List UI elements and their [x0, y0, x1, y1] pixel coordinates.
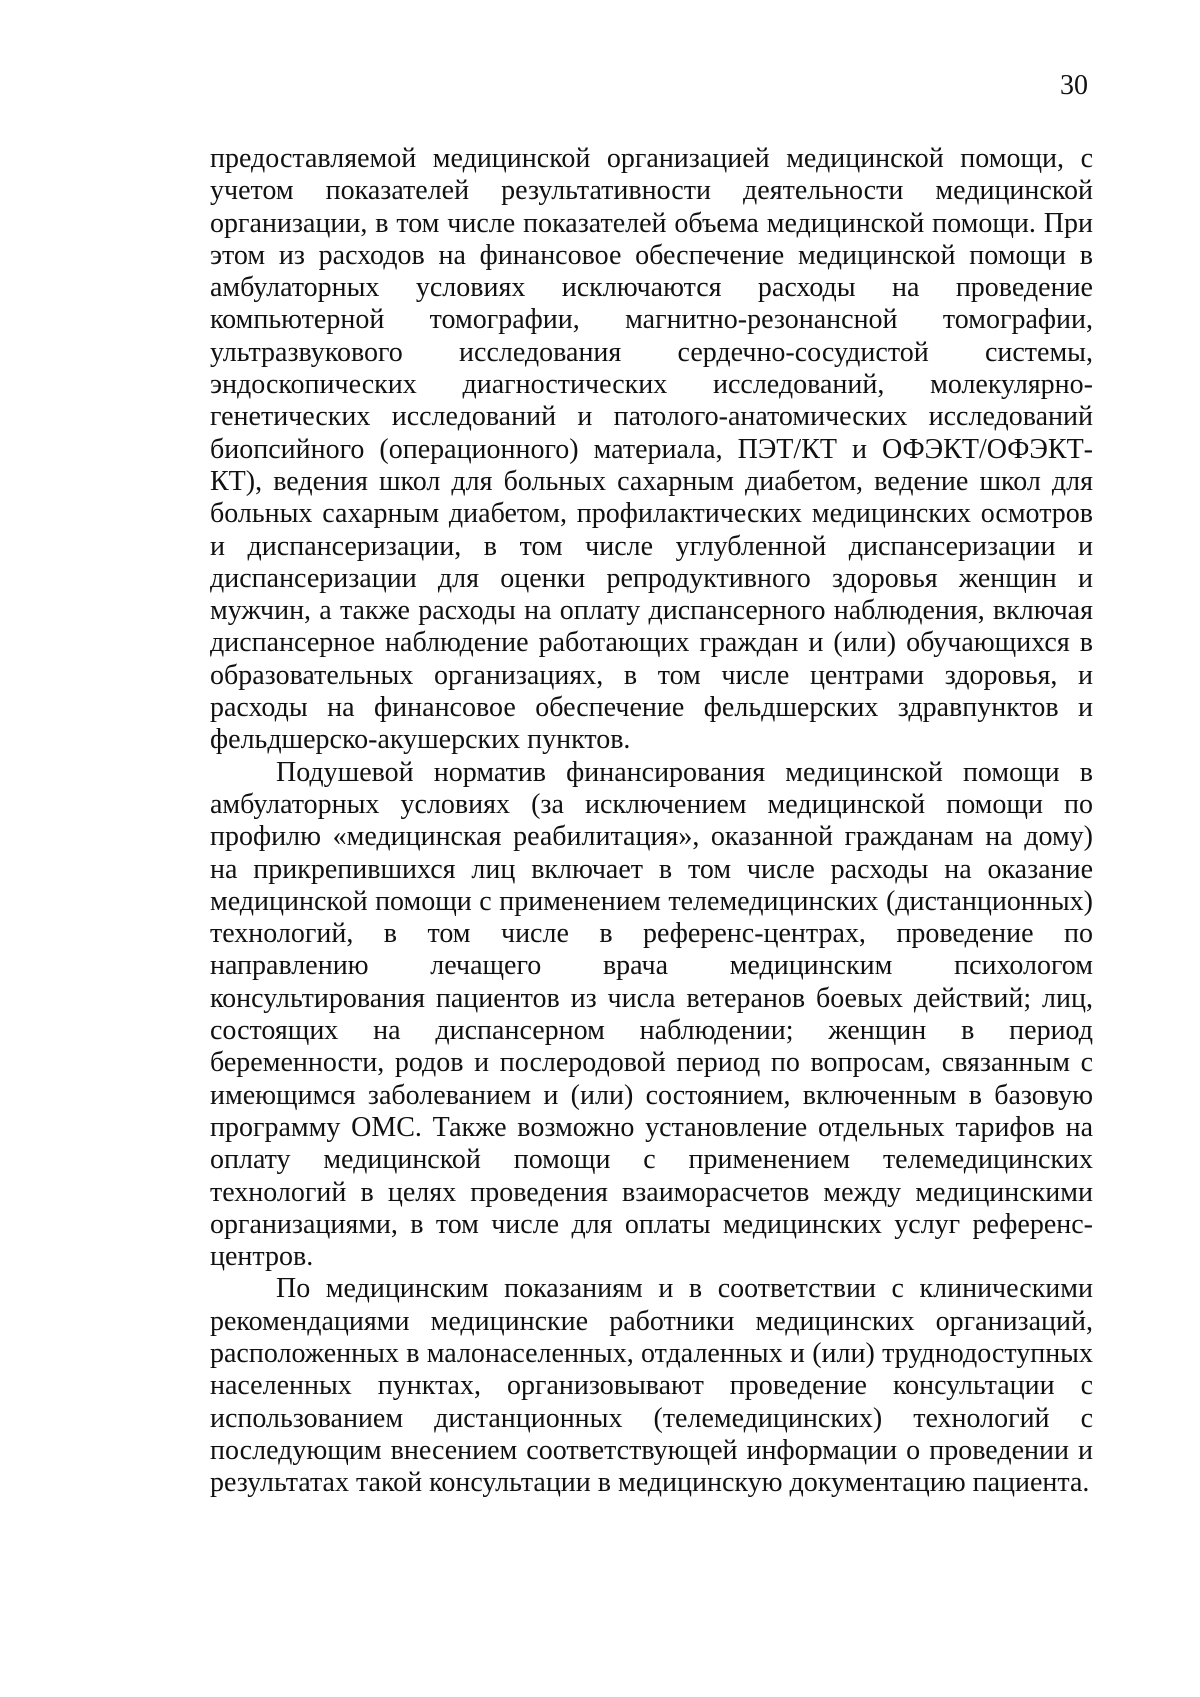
paragraph-telemedicine-consultation: По медицинским показаниям и в соответствии с клиническими рекомендациями медицинские работники медицинских организаций, расположенных в малонаселенных, отдаленных и (или) труднодоступных населенных пунктах, организовывают проведение консультации с использованием дистанционных (телемедицинских) технологий с последующим внесением соответствующей информации о проведении и результатах такой консультации в медицинскую документацию пациента.	[210, 1273, 1093, 1499]
page-number: 30	[1060, 70, 1088, 101]
document-body	[210, 143, 1093, 1499]
paragraph-continuation: предоставляемой медицинской организацией медицинской помощи, с учетом показателей результативности деятельности медицинской организации, в том числе показателей объема медицинской помощи. При этом из расходов на финансовое обеспечение медицинской помощи в амбулаторных условиях исключаются расходы на проведение компьютерной томографии, магнитно-резонансной томографии, ультразвукового исследования сердечно-сосудистой системы, эндоскопических диагностических исследований, молекулярно-генетических исследований и патолого-анатомических исследований биопсийного (операционного) материала, ПЭТ/КТ и ОФЭКТ/ОФЭКТ-КТ), ведения школ для больных сахарным диабетом, ведение школ для больных сахарным диабетом, профилактических медицинских осмотров и диспансеризации, в том числе углубленной диспансеризации и диспансеризации для оценки репродуктивного здоровья женщин и мужчин, а также расходы на оплату диспансерного наблюдения, включая диспансерное наблюдение работающих граждан и (или) обучающихся в образовательных организациях, в том числе центрами здоровья, и расходы на финансовое обеспечение фельдшерских здравпунктов и фельдшерско-акушерских пунктов.	[210, 143, 1093, 756]
paragraph-per-capita-standard: Подушевой норматив финансирования медицинской помощи в амбулаторных условиях (за исключением медицинской помощи по профилю «медицинская реабилитация», оказанной гражданам на дому) на прикрепившихся лиц включает в том числе расходы на оказание медицинской помощи с применением телемедицинских (дистанционных) технологий, в том числе в референс-центрах, проведение по направлению лечащего врача медицинским психологом консультирования пациентов из числа ветеранов боевых действий; лиц, состоящих на диспансерном наблюдении; женщин в период беременности, родов и послеродовой период по вопросам, связанным с имеющимся заболеванием и (или) состоянием, включенным в базовую программу ОМС. Также возможно установление отдельных тарифов на оплату медицинской помощи с применением телемедицинских технологий в целях проведения взаиморасчетов между медицинскими организациями, в том числе для оплаты медицинских услуг референс-центров.	[210, 756, 1093, 1273]
